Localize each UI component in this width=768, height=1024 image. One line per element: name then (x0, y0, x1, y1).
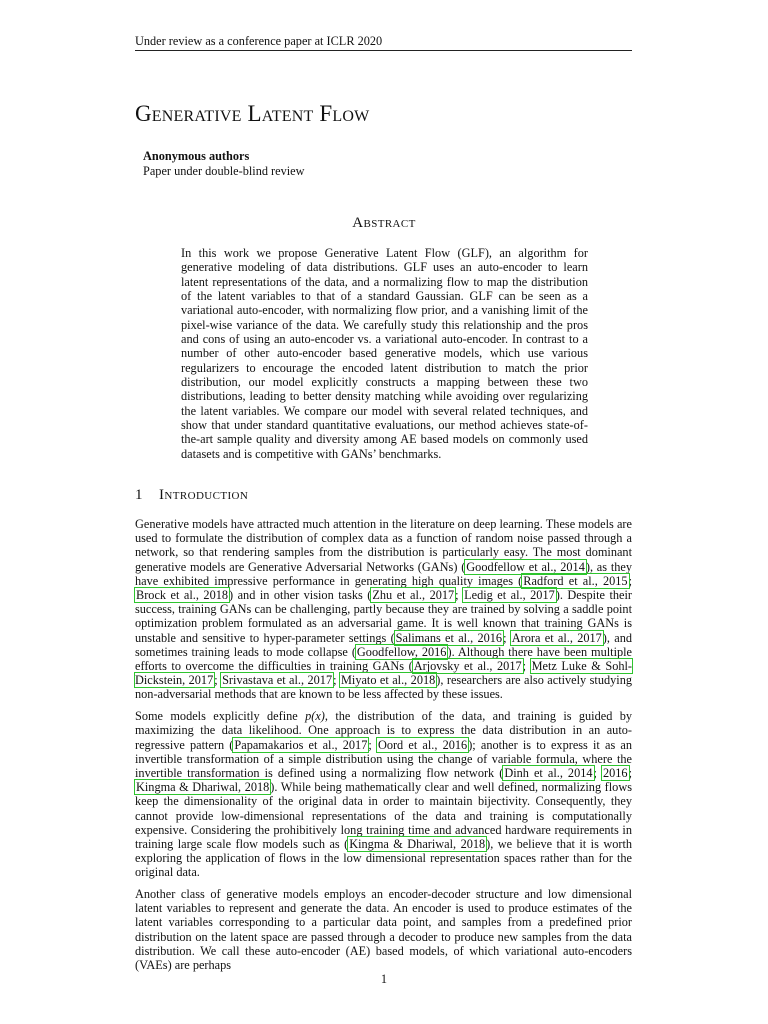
citation-link[interactable]: Goodfellow et al., 2014 (466, 559, 585, 574)
section-number: 1 (135, 487, 143, 503)
citation-link[interactable]: Srivastava et al., 2017 (222, 673, 333, 688)
text-run: ; (503, 630, 511, 645)
text-run: ; (333, 673, 340, 688)
section-heading (135, 487, 248, 504)
citation-link[interactable]: Zhu et al., 2017 (372, 588, 455, 603)
text-run: ). Despite their success, training GANs can be challenging, partly because they are trained by solving a saddle point optimization problem formulated as an adversarial game. It is well known that training GANs is unstable and sensitive to hyper-parameter settings ( (135, 588, 632, 645)
citation-link[interactable]: Radford et al., 2015 (523, 573, 628, 588)
paragraph (135, 517, 632, 702)
citation-link[interactable]: Metz Luke & Sohl-Dickstein, 2017 (135, 659, 632, 688)
citation-link[interactable]: Kingma & Dhariwal, 2018 (349, 836, 486, 851)
inline-math: p(x) (305, 709, 325, 724)
citation-link[interactable]: Kingma & Dhariwal, 2018 (136, 780, 270, 795)
citation-link[interactable]: Oord et al., 2016 (377, 737, 468, 752)
abstract-heading: Abstract (352, 215, 416, 231)
header-rule (135, 50, 632, 51)
text-run: ). Although there have been multiple efforts to overcome the difficulties in training GANs ( (135, 644, 633, 674)
text-run: ), researchers are also actively studying non-adversarial methods that are known to be less affected by these issues. (135, 673, 633, 702)
text-run: ); another is to express it as an invertible transformation of a simple distribution using the change of variable formula, where the invertible transformation is defined using a normalizing flow network ( (135, 737, 633, 780)
text-run: ; (522, 659, 531, 674)
text-run: Another class of generative models employs an encoder-decoder structure and low dimensional latent variables to represent and generate the data. An encoder is used to produce estimates of the latent variables corresponding to a particular data point, and samples from a predefined prior distribution on the latent space are passed through a decoder to produce new samples from the data distribution. We call these auto-encoder (AE) based models, of which variational auto-encoders (VAEs) are perhaps (135, 887, 632, 973)
citation-link[interactable]: Miyato et al., 2018 (340, 673, 436, 688)
text-run: ), we believe that it is worth exploring the application of flows in the low dimensional representation spaces rather than for the original data. (135, 836, 633, 880)
paragraph (135, 709, 632, 879)
citation-link[interactable]: Goodfellow, 2016 (356, 644, 447, 659)
citation-link[interactable]: Salimans et al., 2016 (395, 630, 503, 645)
page-number: 1 (380, 972, 388, 986)
citation-link[interactable]: 2016 (602, 765, 628, 780)
text-run: ; (628, 573, 632, 588)
text-run: ) and in other vision tasks ( (229, 588, 372, 603)
citation-link[interactable]: Ledig et al., 2017 (464, 588, 555, 603)
text-run: Generative models have attracted much attention in the literature on deep learning. These models are used to formulate the distribution of complex data as a function of random noise passed through a network, so that rendering samples from the distribution is particularly easy. The most dominant generative models are Generative Adversarial Networks (GANs) ( (135, 517, 632, 574)
citation-link[interactable]: Brock et al., 2018 (136, 588, 229, 603)
text-run: ; (593, 765, 602, 780)
citation-link[interactable]: Dinh et al., 2014 (504, 765, 593, 780)
introduction-body (135, 517, 632, 980)
text-run: , the distribution of the data, and training is guided by maximizing the data likelihood. One approach is to express the data distribution in an auto-regressive pattern ( (135, 709, 632, 752)
review-note: Paper under double-blind review (143, 164, 305, 178)
paper-title: Generative Latent Flow (135, 101, 370, 126)
author-name: Anonymous authors (143, 149, 250, 163)
citation-link[interactable]: Arjovsky et al., 2017 (413, 659, 522, 674)
running-head: Under review as a conference paper at ICLR 2020 (135, 34, 383, 48)
text-run: ; (214, 673, 222, 688)
text-run: ), as they have exhibited impressive performance in generating high quality images ( (135, 559, 632, 588)
citation-link[interactable]: Papamakarios et al., 2017 (234, 737, 368, 752)
text-run: Some models explicitly define (135, 709, 306, 724)
text-run: ). While being mathematically clear and well defined, normalizing flows keep the dimensionality of the original data in order to maintain bijectivity. Consequently, they cannot provide low-dimensional representations of the data and training is computationally expensive. Considering the prohibitively long training time and advanced hardware requirements in training large scale flow models such as ( (135, 780, 632, 851)
text-run: ; (455, 588, 464, 603)
text-run: ; (368, 737, 377, 752)
citation-link[interactable]: Arora et al., 2017 (511, 630, 602, 645)
text-run: ; (628, 765, 632, 780)
section-title: Introduction (159, 487, 249, 503)
author-block (143, 149, 305, 179)
paragraph (135, 887, 632, 972)
text-run: ), and sometimes training leads to mode collapse ( (135, 630, 632, 659)
abstract-text: In this work we propose Generative Latent Flow (GLF), an algorithm for generative modeling of data distributions. GLF uses an auto-encoder to learn latent representations of the data, and a normalizing flow to map the distribution of the latent variables to that of a standard Gaussian. GLF can be seen as a variational auto-encoder, with normalizing flow prior, and a vanishing limit of the pixel-wise variance of the data. We carefully study this relationship and the pros and cons of using an auto-encoder vs. a variational auto-encoder. In contrast to a number of other auto-encoder based generative models, which use various regularizers to encourage the encoded latent distribution to match the prior distribution, our model explicitly constructs a mapping between these two distributions, leading to better density matching while avoiding over regularizing the latent variables. We compare our model with several related techniques, and show that under standard quantitative evaluations, our method achieves state-of-the-art sample quality and diversity among AE based models on commonly used datasets and is competitive with GANs’ benchmarks. (181, 246, 588, 461)
